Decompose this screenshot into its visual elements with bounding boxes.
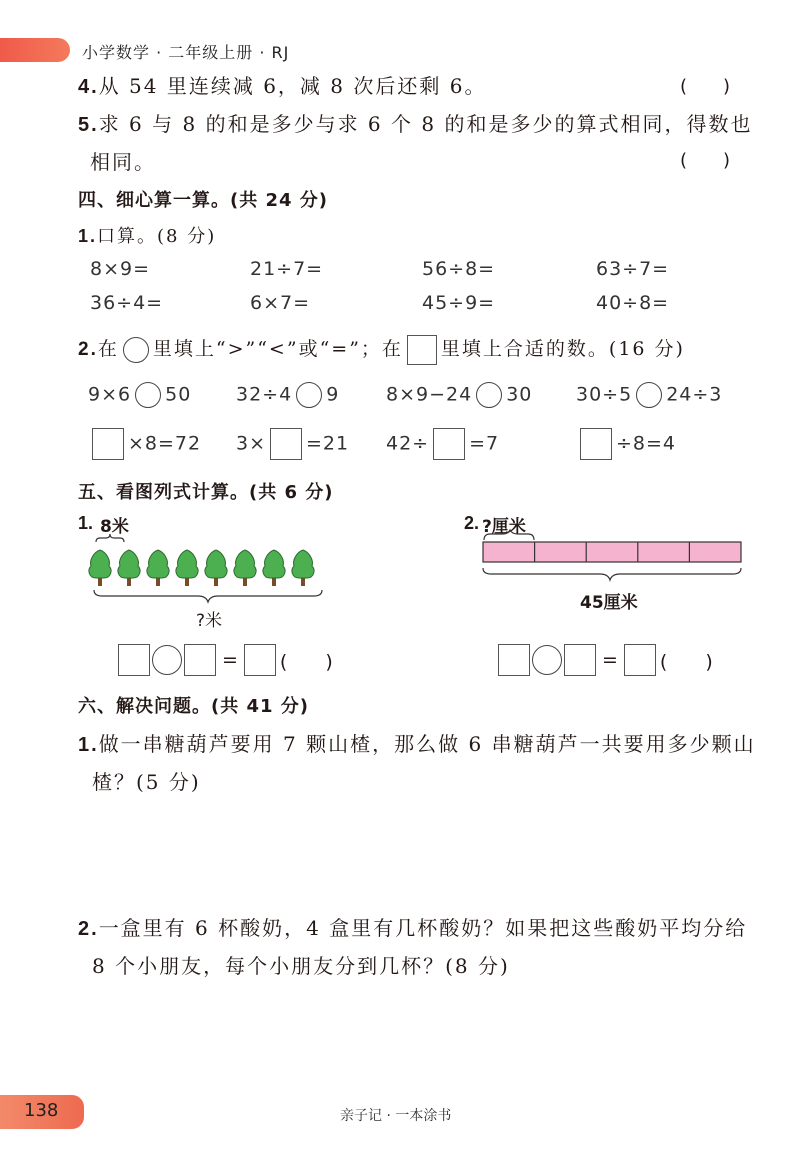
section-5-title: 五、看图列式计算。(共 6 分) <box>78 482 334 503</box>
fill-item-1: ×8=72 <box>88 428 201 460</box>
fill-item-4: ÷8=4 <box>576 428 676 460</box>
question-3-5-line2: 相同。 <box>90 150 156 174</box>
oral-calc-4: 63÷7= <box>596 258 670 280</box>
answer-area-6-2[interactable] <box>90 985 750 1085</box>
total-length-brace <box>94 590 322 602</box>
question-6-1: 1.做一串糖葫芦要用 7 颗山楂，那么做 6 串糖葫芦一共要用多少颗山 <box>78 732 756 756</box>
question-6-1-line2: 楂？(5 分) <box>92 770 201 794</box>
fill-box-2[interactable] <box>270 428 302 460</box>
compare-item-1: 9×6 50 <box>88 382 191 408</box>
oral-calc-5: 36÷4= <box>90 292 164 314</box>
tree-icon <box>234 550 256 586</box>
tree-icon <box>118 550 140 586</box>
book-title: 小学数学 · 二年级上册 · RJ <box>82 43 290 62</box>
figure-1-top-label: 8米 <box>100 517 129 537</box>
oral-calc-1: 8×9= <box>90 258 151 280</box>
tree-icon <box>263 550 285 586</box>
equation-2: = ( ) <box>498 644 713 676</box>
question-3-5: 5.求 6 与 8 的和是多少与求 6 个 8 的和是多少的算式相同，得数也 <box>78 112 753 136</box>
oral-calc-8: 40÷8= <box>596 292 670 314</box>
compare-circle-2[interactable] <box>296 382 322 408</box>
tree-icon <box>205 550 227 586</box>
eq1-box-1[interactable] <box>118 644 150 676</box>
eq1-box-2[interactable] <box>184 644 216 676</box>
question-3-4: 4.从 54 里连续减 6，减 8 次后还剩 6。 <box>78 74 487 98</box>
compare-item-3: 8×9−24 30 <box>386 382 532 408</box>
oral-calc-6: 6×7= <box>250 292 311 314</box>
compare-circle-4[interactable] <box>636 382 662 408</box>
section-6-title: 六、解决问题。(共 41 分) <box>78 696 310 717</box>
eq2-box-3[interactable] <box>624 644 656 676</box>
circle-symbol-icon <box>123 337 149 363</box>
fill-box-3[interactable] <box>433 428 465 460</box>
figure-2-top-label: ?厘米 <box>482 517 526 537</box>
eq2-box-2[interactable] <box>564 644 596 676</box>
fill-item-3: 42÷ =7 <box>386 428 499 460</box>
question-4-2-label: 2.在 里填上“>”“<”或“=”；在 里填上合适的数。(16 分) <box>78 334 685 365</box>
oral-calc-2: 21÷7= <box>250 258 324 280</box>
square-symbol-icon <box>407 335 437 365</box>
header-accent-bar <box>0 38 70 62</box>
tree-diagram <box>86 532 336 604</box>
tree-icon <box>89 550 111 586</box>
tree-row <box>89 550 314 586</box>
tree-icon <box>147 550 169 586</box>
question-6-2: 2.一盒里有 6 杯酸奶，4 盒里有几杯酸奶？如果把这些酸奶平均分给 <box>78 916 748 940</box>
figure-1-number: 1. <box>78 513 94 533</box>
bar-diagram <box>476 528 748 584</box>
oral-calc-3: 56÷8= <box>422 258 496 280</box>
section-4-title: 四、细心算一算。(共 24 分) <box>78 190 329 211</box>
fill-box-4[interactable] <box>580 428 612 460</box>
tree-spacing-brace-right <box>110 534 124 542</box>
question-4-1-label: 1.口算。(8 分) <box>78 226 217 247</box>
eq2-box-1[interactable] <box>498 644 530 676</box>
tree-icon <box>292 550 314 586</box>
figure-2-number: 2. <box>464 513 480 533</box>
eq1-box-3[interactable] <box>244 644 276 676</box>
compare-circle-1[interactable] <box>135 382 161 408</box>
eq1-operator-circle[interactable] <box>152 645 182 675</box>
total-length-brace-2 <box>483 568 741 580</box>
footer-brand-text: 亲子记 · 一本涂书 <box>340 1108 452 1124</box>
answer-area-6-1[interactable] <box>90 800 750 900</box>
compare-item-4: 30÷5 24÷3 <box>576 382 722 408</box>
answer-paren-3-4[interactable]: ( ) <box>680 76 731 97</box>
eq2-operator-circle[interactable] <box>532 645 562 675</box>
eq2-unit-paren[interactable]: ( ) <box>659 650 713 673</box>
equation-1: = ( ) <box>118 644 333 676</box>
fill-item-2: 3× =21 <box>236 428 349 460</box>
compare-circle-3[interactable] <box>476 382 502 408</box>
tree-spacing-brace-left <box>96 534 110 542</box>
segment-bar <box>483 542 741 562</box>
question-6-2-line2: 8 个小朋友，每个小朋友分到几杯？(8 分) <box>92 954 510 978</box>
tree-icon <box>176 550 198 586</box>
figure-2-bottom-label: 45厘米 <box>580 593 638 613</box>
eq1-unit-paren[interactable]: ( ) <box>279 650 333 673</box>
page-number: 138 <box>24 1100 59 1121</box>
compare-item-2: 32÷4 9 <box>236 382 339 408</box>
answer-paren-3-5[interactable]: ( ) <box>680 150 731 171</box>
figure-1-bottom-label: ?米 <box>196 611 223 631</box>
segment-brace <box>484 530 534 540</box>
fill-box-1[interactable] <box>92 428 124 460</box>
oral-calc-7: 45÷9= <box>422 292 496 314</box>
